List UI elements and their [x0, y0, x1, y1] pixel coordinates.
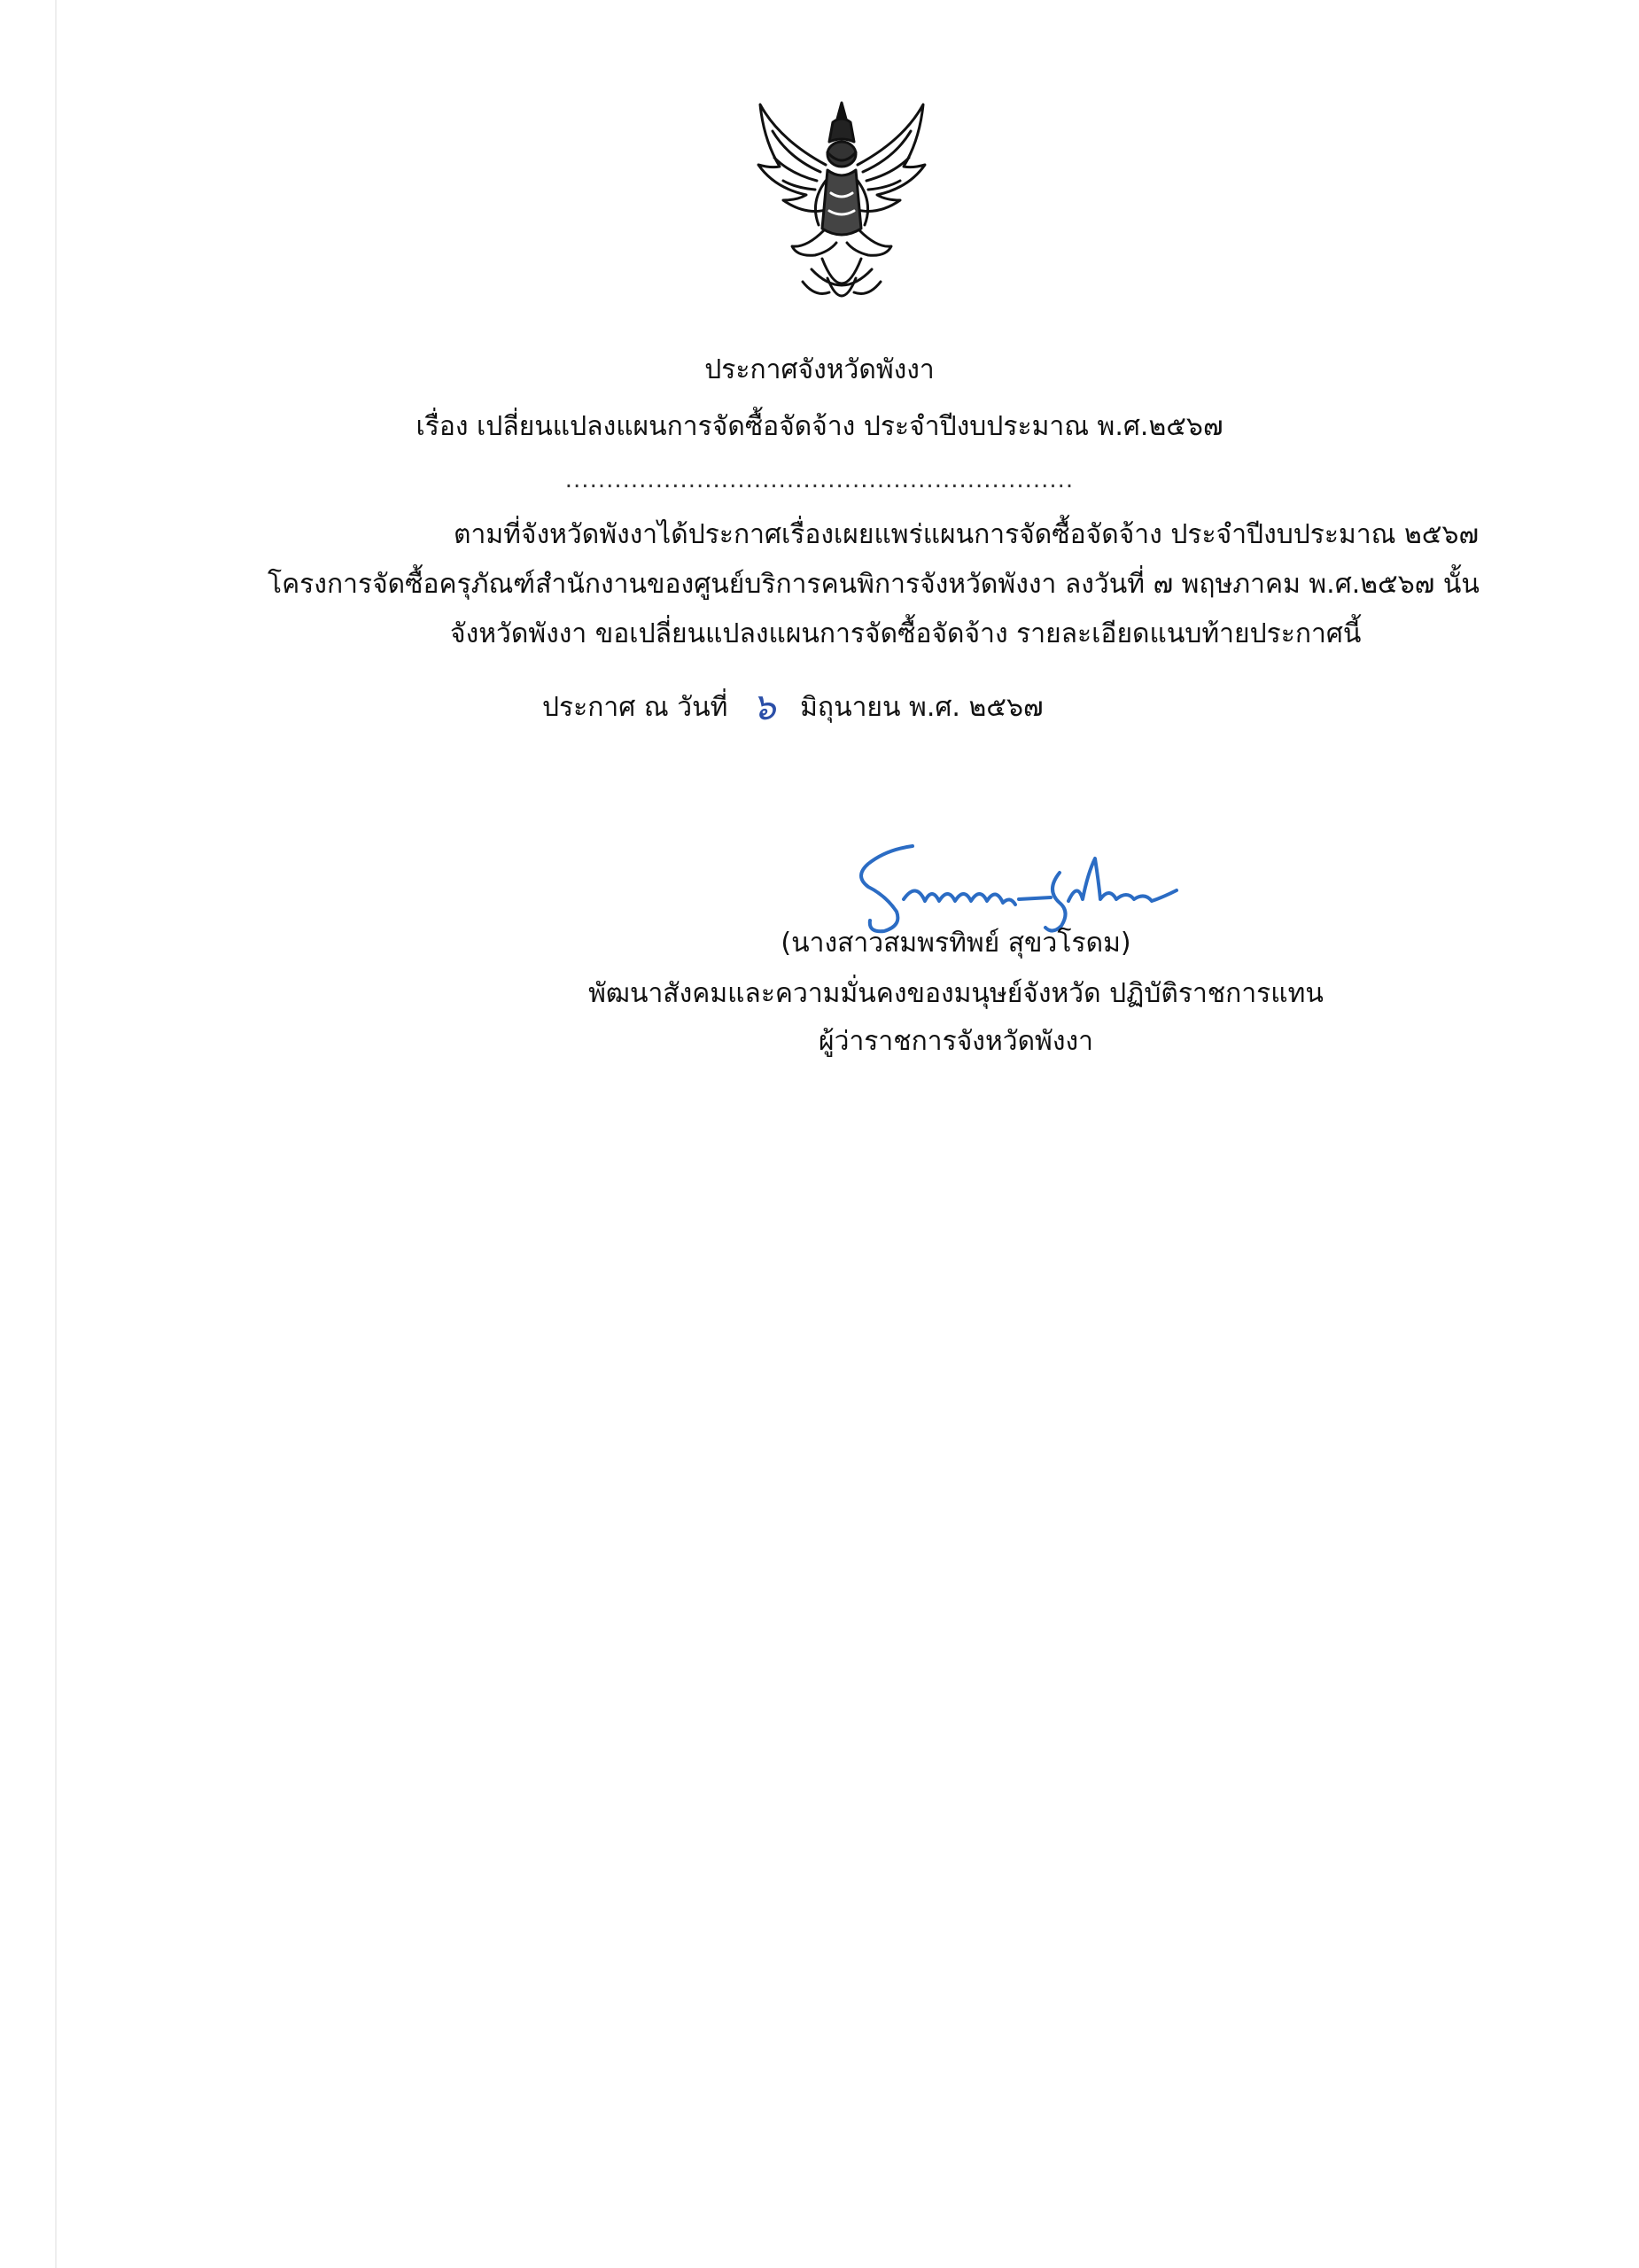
- announcement-subject: เรื่อง เปลี่ยนแปลงแผนการจัดซื้อจัดจ้าง ประจำปีงบประมาณ พ.ศ.๒๕๖๗: [416, 411, 1223, 442]
- signatory-name: (นางสาวสมพรทิพย์ สุขวโรดม): [781, 928, 1131, 959]
- dateline-suffix: มิถุนายน พ.ศ. ๒๕๖๗: [800, 692, 1044, 723]
- garuda-emblem-icon: [744, 96, 939, 317]
- signatory-position-line-1: พัฒนาสังคมและความมั่นคงของมนุษย์จังหวัด ปฏิบัติราชการแทน: [588, 978, 1324, 1009]
- dateline-prefix: ประกาศ ณ วันที่: [542, 692, 728, 723]
- body-line-1: ตามที่จังหวัดพังงาได้ประกาศเรื่องเผยแพร่แผนการจัดซื้อจัดจ้าง ประจำปีงบประมาณ ๒๕๖๗: [454, 519, 1480, 550]
- signatory-position-line-2: ผู้ว่าราชการจังหวัดพังงา: [819, 1026, 1093, 1057]
- body-line-3: จังหวัดพังงา ขอเปลี่ยนแปลงแผนการจัดซื้อจัดจ้าง รายละเอียดแนบท้ายประกาศนี้: [450, 618, 1362, 649]
- dateline: [542, 685, 1044, 728]
- dateline-day-handwritten: ๖: [751, 685, 776, 728]
- separator-dots: ..............................................................: [564, 467, 1075, 493]
- body-line-2: โครงการจัดซื้อครุภัณฑ์สำนักงานของศูนย์บริการคนพิการจังหวัดพังงา ลงวันที่ ๗ พฤษภาคม พ.ศ.๒๕๖๗ นั้น: [268, 569, 1480, 600]
- scan-edge-line: [55, 0, 57, 2268]
- announcement-title: ประกาศจังหวัดพังงา: [704, 354, 935, 385]
